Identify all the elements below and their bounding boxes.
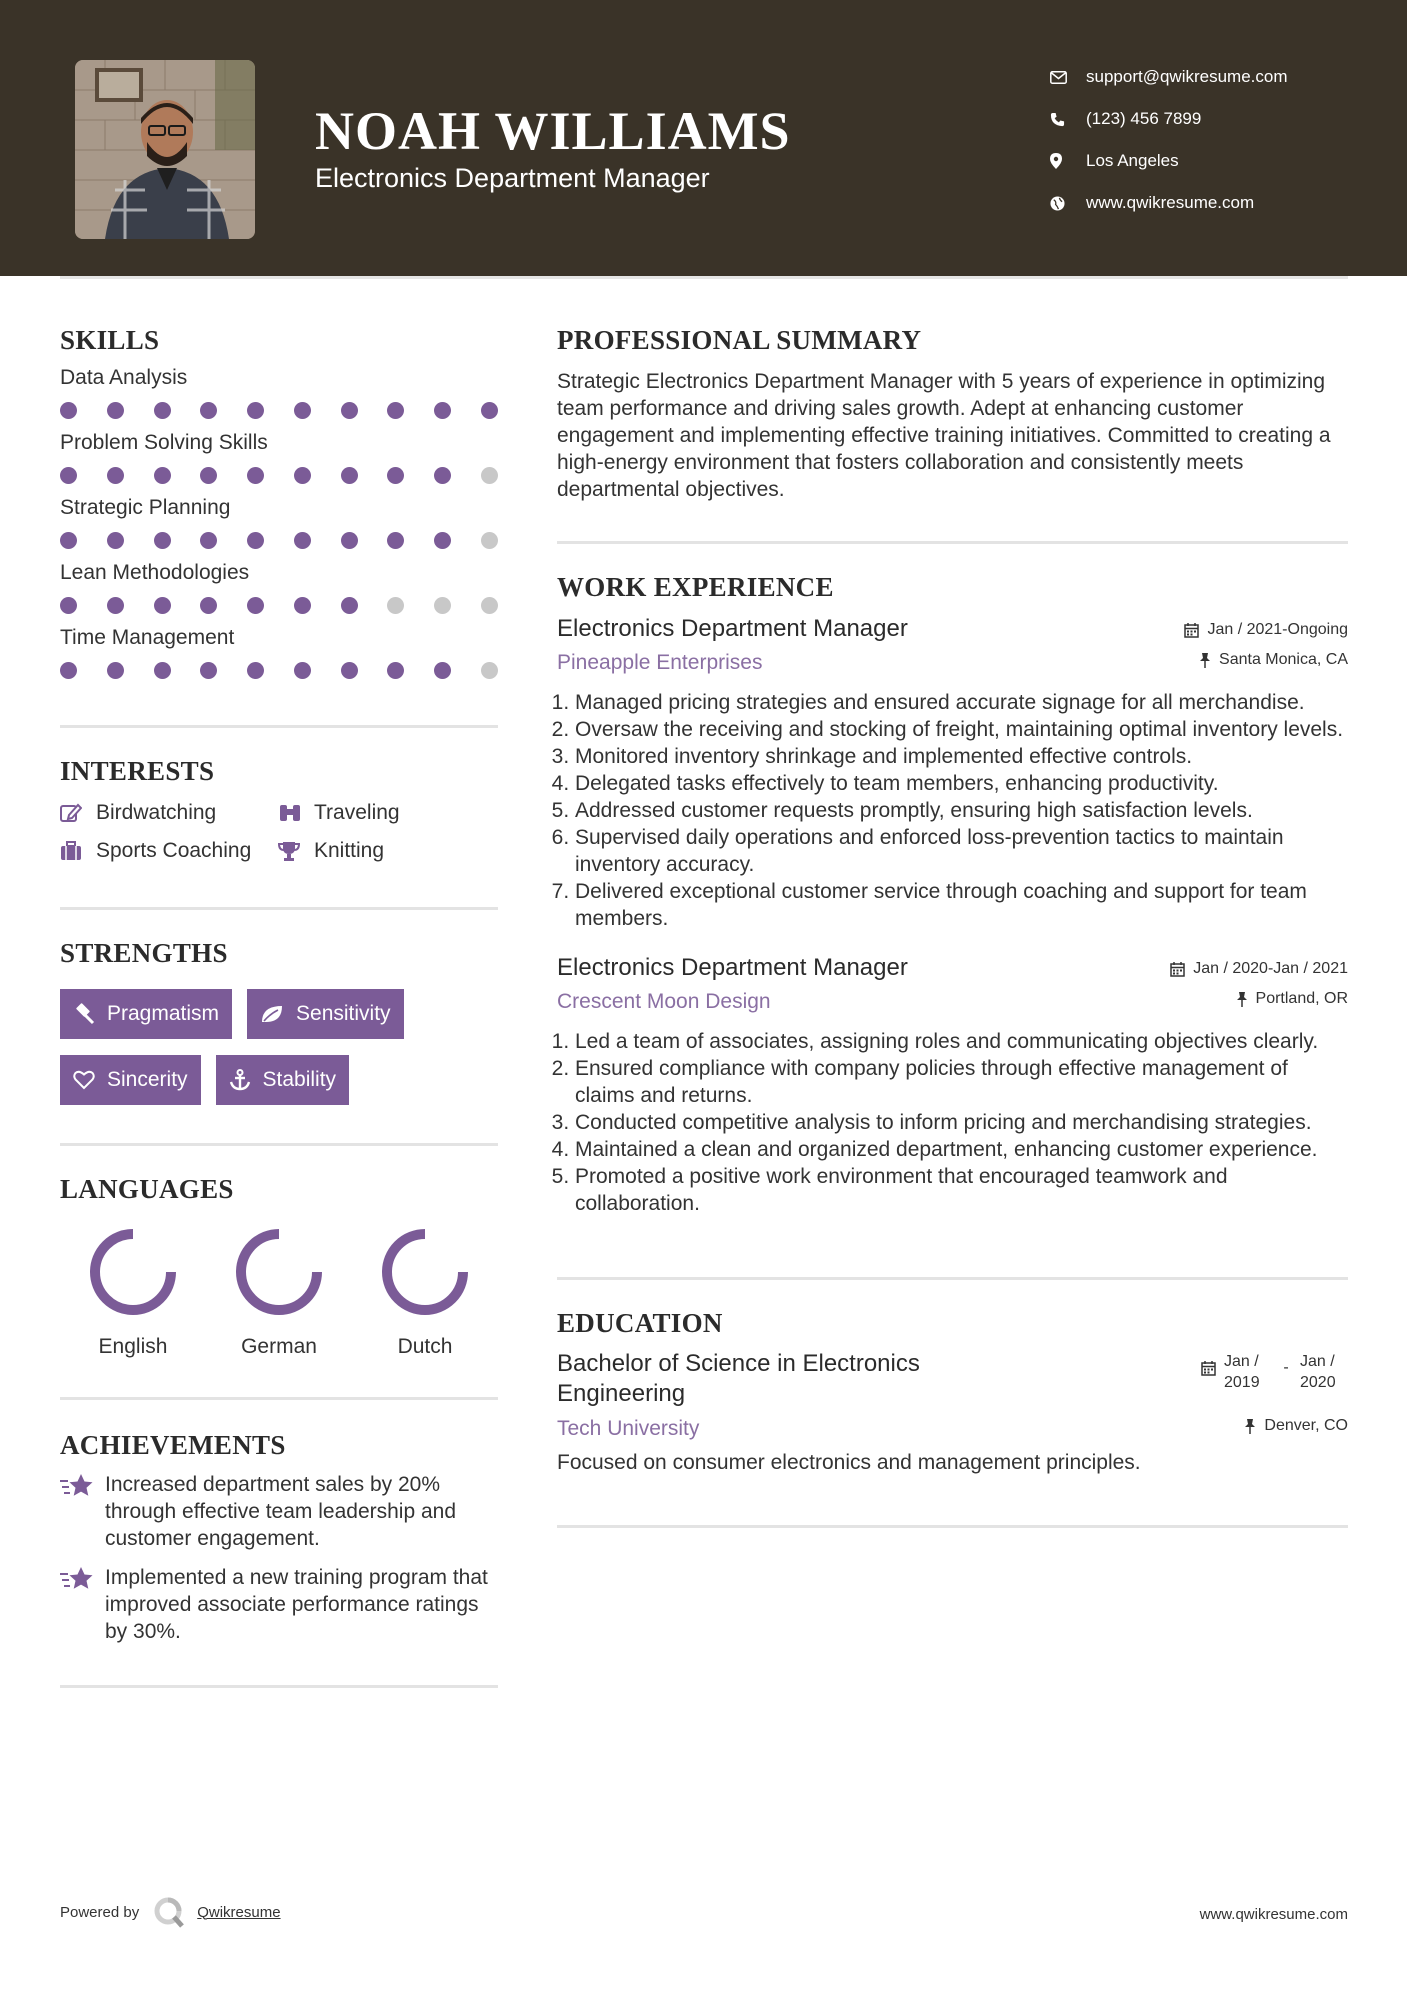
rating-dot xyxy=(60,662,77,679)
rating-dot xyxy=(200,597,217,614)
footer-website[interactable]: www.qwikresume.com xyxy=(1199,1906,1348,1923)
section-divider xyxy=(557,1525,1348,1528)
rating-dot xyxy=(60,532,77,549)
section-divider xyxy=(60,725,498,728)
rating-dot xyxy=(341,662,358,679)
strength-label: Sincerity xyxy=(107,1068,188,1091)
rating-dot xyxy=(60,402,77,419)
rating-dot xyxy=(107,597,124,614)
candidate-name: NOAH WILLIAMS xyxy=(315,101,791,161)
rating-dot xyxy=(387,402,404,419)
language-item xyxy=(206,1227,352,1359)
rating-dot xyxy=(107,467,124,484)
pushpin-icon xyxy=(1199,653,1211,668)
contact-phone-text: (123) 456 7899 xyxy=(1086,109,1202,128)
summary-section xyxy=(557,325,1348,503)
contact-website-text: www.qwikresume.com xyxy=(1086,193,1255,212)
interest-label: Birdwatching xyxy=(96,801,217,824)
section-divider xyxy=(557,1277,1348,1280)
rating-dot xyxy=(481,402,498,419)
achievement-item xyxy=(60,1471,498,1552)
strength-tag xyxy=(60,1055,201,1105)
rating-dot xyxy=(107,532,124,549)
task-item: 5. Promoted a positive work environment that encouraged teamwork and collaboration. xyxy=(575,1163,1347,1217)
job-location xyxy=(1236,990,1348,1008)
language-level-arc xyxy=(95,1234,171,1310)
contact-phone[interactable] xyxy=(1050,98,1288,140)
rating-dot xyxy=(154,467,171,484)
education-location xyxy=(1244,1417,1348,1435)
rating-dot xyxy=(154,597,171,614)
rating-dot xyxy=(60,597,77,614)
job-entry xyxy=(557,954,1348,1217)
pushpin-icon xyxy=(1244,1419,1256,1434)
qwikresume-logo-icon xyxy=(153,1896,185,1928)
summary-title: PROFESSIONAL SUMMARY xyxy=(557,325,922,355)
language-level-arc xyxy=(241,1234,317,1310)
education-title: EDUCATION xyxy=(557,1308,723,1338)
phone-icon xyxy=(1050,112,1086,127)
rating-dot xyxy=(387,532,404,549)
powered-by-text: Powered by xyxy=(60,1903,140,1921)
strength-tag xyxy=(60,989,232,1039)
language-level-ring xyxy=(234,1227,324,1317)
rating-dot xyxy=(154,662,171,679)
job-date xyxy=(1184,621,1348,639)
skills-list xyxy=(60,366,498,679)
star-icon xyxy=(60,1471,105,1552)
section-divider xyxy=(557,541,1348,544)
skills-section xyxy=(60,325,498,679)
interest-label: Knitting xyxy=(314,839,385,862)
leaf-icon xyxy=(260,1004,284,1024)
task-item: 4. Delegated tasks effectively to team members, enhancing productivity. xyxy=(575,770,1347,797)
rating-dot xyxy=(247,597,264,614)
contact-info xyxy=(1050,56,1288,224)
rating-dot xyxy=(200,467,217,484)
rating-dot xyxy=(294,597,311,614)
rating-dot xyxy=(387,597,404,614)
rating-dot xyxy=(247,532,264,549)
language-name: German xyxy=(241,1335,317,1358)
strengths-title: STRENGTHS xyxy=(60,938,228,968)
skill-name: Strategic Planning xyxy=(60,496,231,519)
interests-title: INTERESTS xyxy=(60,756,215,786)
rating-dot xyxy=(294,467,311,484)
rating-dot xyxy=(387,467,404,484)
task-item: 7. Delivered exceptional customer service through coaching and support for team members. xyxy=(575,878,1347,932)
interest-item xyxy=(60,801,278,825)
job-title: Electronics Department Manager xyxy=(557,615,908,642)
rating-dot xyxy=(200,402,217,419)
section-divider xyxy=(60,1397,498,1400)
education-date xyxy=(1201,1351,1348,1393)
strength-tag xyxy=(216,1055,350,1105)
globe-icon xyxy=(1050,196,1086,211)
languages-section xyxy=(60,1174,498,1359)
task-item: 5. Addressed customer requests promptly, ensuring high satisfaction levels. xyxy=(575,797,1347,824)
achievement-text: Implemented a new training program that improved associate performance ratings by 30%. xyxy=(105,1566,488,1643)
section-divider xyxy=(60,907,498,910)
section-divider xyxy=(60,1685,498,1688)
skill-rating xyxy=(60,662,498,679)
strength-tag xyxy=(247,989,404,1039)
rating-dot xyxy=(481,597,498,614)
calendar-icon xyxy=(1201,1361,1216,1376)
skill-name: Lean Methodologies xyxy=(60,561,250,584)
education-section xyxy=(557,1308,1348,1475)
language-level-ring xyxy=(380,1227,470,1317)
rating-dot xyxy=(341,402,358,419)
skill-rating xyxy=(60,402,498,419)
language-item xyxy=(352,1227,498,1359)
rating-dot xyxy=(154,402,171,419)
rating-dot xyxy=(200,532,217,549)
job-date-text: Jan / 2021-Ongoing xyxy=(1207,621,1348,638)
strengths-section xyxy=(60,938,498,1105)
skill-name: Time Management xyxy=(60,626,235,649)
interest-label: Traveling xyxy=(314,801,400,824)
interest-label: Sports Coaching xyxy=(96,839,252,862)
company-name: Crescent Moon Design xyxy=(557,990,771,1013)
rating-dot xyxy=(294,402,311,419)
task-item: 2. Ensured compliance with company policies through effective management of claims and returns. xyxy=(575,1055,1347,1109)
rating-dot xyxy=(341,532,358,549)
language-item xyxy=(60,1227,206,1359)
job-date-text: Jan / 2020-Jan / 2021 xyxy=(1193,960,1348,977)
footer-powered-by xyxy=(60,1896,281,1928)
rating-dot xyxy=(341,467,358,484)
rating-dot xyxy=(154,532,171,549)
rating-dot xyxy=(481,467,498,484)
school-name: Tech University xyxy=(557,1417,700,1440)
interest-item xyxy=(278,801,498,825)
interests-list xyxy=(60,801,498,863)
education-end: Jan / 2020 xyxy=(1300,1353,1336,1391)
star-icon xyxy=(60,1564,105,1645)
education-location-text: Denver, CO xyxy=(1264,1417,1348,1434)
map-pin-icon xyxy=(1050,153,1086,169)
rating-dot xyxy=(481,532,498,549)
candidate-title: Electronics Department Manager xyxy=(315,163,710,193)
envelope-icon xyxy=(1050,71,1086,84)
rating-dot xyxy=(247,662,264,679)
job-date xyxy=(1170,960,1348,978)
left-column xyxy=(60,300,498,1688)
resume-header xyxy=(0,0,1407,276)
summary-text: Strategic Electronics Department Manager with 5 years of experience in optimizing team performance and driving sales growth. Adept at enhancing customer engagement and implementing effective training initiatives. Committed to creating a high-energy environment that fosters collaboration and consistently meets departmental objectives. xyxy=(557,370,1331,501)
languages-title: LANGUAGES xyxy=(60,1174,234,1204)
task-item: 2. Oversaw the receiving and stocking of freight, maintaining optimal inventory levels. xyxy=(575,716,1347,743)
job-tasks xyxy=(557,689,1347,932)
job-entry xyxy=(557,615,1348,932)
rating-dot xyxy=(387,662,404,679)
contact-website[interactable] xyxy=(1050,182,1288,224)
task-item: 6. Supervised daily operations and enforced loss-prevention tactics to maintain inventory accuracy. xyxy=(575,824,1347,878)
rating-dot xyxy=(107,402,124,419)
skills-title: SKILLS xyxy=(60,325,160,355)
qwikresume-link[interactable]: Qwikresume xyxy=(197,1903,281,1921)
job-tasks xyxy=(557,1028,1347,1217)
skill-rating xyxy=(60,467,498,484)
task-item: 4. Maintained a clean and organized department, enhancing customer experience. xyxy=(575,1136,1347,1163)
experience-title: WORK EXPERIENCE xyxy=(557,572,834,602)
header-divider xyxy=(60,276,1348,279)
job-location xyxy=(1199,651,1348,669)
calendar-icon xyxy=(1170,962,1185,977)
rating-dot xyxy=(434,532,451,549)
contact-location xyxy=(1050,140,1288,182)
language-name: Dutch xyxy=(397,1335,453,1358)
languages-list xyxy=(60,1227,498,1359)
company-name: Pineapple Enterprises xyxy=(557,651,763,674)
rating-dot xyxy=(341,597,358,614)
education-start: Jan / 2019 xyxy=(1224,1353,1260,1391)
right-column xyxy=(557,300,1348,1528)
task-item: 1. Led a team of associates, assigning roles and communicating objectives clearly. xyxy=(575,1028,1347,1055)
interests-section xyxy=(60,756,498,863)
rating-dot xyxy=(107,662,124,679)
contact-email-text: support@qwikresume.com xyxy=(1086,67,1288,86)
anchor-icon xyxy=(229,1069,251,1091)
rating-dot xyxy=(200,662,217,679)
contact-email[interactable] xyxy=(1050,56,1288,98)
achievement-item xyxy=(60,1564,498,1645)
rating-dot xyxy=(247,402,264,419)
language-name: English xyxy=(98,1335,168,1358)
skill-name: Problem Solving Skills xyxy=(60,431,268,454)
language-level-ring xyxy=(88,1227,178,1317)
achievements-title: ACHIEVEMENTS xyxy=(60,1430,286,1460)
heart-icon xyxy=(73,1070,95,1090)
language-level-arc xyxy=(387,1234,463,1310)
rating-dot xyxy=(434,402,451,419)
calendar-icon xyxy=(1184,623,1199,638)
skill-rating xyxy=(60,532,498,549)
strength-label: Pragmatism xyxy=(107,1002,220,1025)
pushpin-icon xyxy=(1236,992,1248,1007)
achievements-section xyxy=(60,1430,498,1645)
interest-item xyxy=(60,839,278,863)
rating-dot xyxy=(434,597,451,614)
trophy-icon xyxy=(278,841,314,861)
skill-rating xyxy=(60,597,498,614)
suitcase-icon xyxy=(60,841,96,861)
degree-title: Bachelor of Science in Electronics Engineering xyxy=(557,1350,920,1407)
strength-label: Stability xyxy=(262,1068,337,1091)
rating-dot xyxy=(247,467,264,484)
binoculars-icon xyxy=(278,803,314,823)
rating-dot xyxy=(481,662,498,679)
task-item: 1. Managed pricing strategies and ensured accurate signage for all merchandise. xyxy=(575,689,1347,716)
rating-dot xyxy=(434,662,451,679)
gavel-icon xyxy=(73,1003,95,1025)
job-location-text: Santa Monica, CA xyxy=(1219,651,1348,668)
interest-item xyxy=(278,839,498,863)
strength-label: Sensitivity xyxy=(296,1002,391,1025)
rating-dot xyxy=(294,662,311,679)
rating-dot xyxy=(434,467,451,484)
contact-location-text: Los Angeles xyxy=(1086,151,1179,170)
profile-photo xyxy=(75,60,255,239)
strengths-list xyxy=(60,989,498,1105)
rating-dot xyxy=(60,467,77,484)
task-item: 3. Conducted competitive analysis to inform pricing and merchandising strategies. xyxy=(575,1109,1347,1136)
section-divider xyxy=(60,1143,498,1146)
education-description: Focused on consumer electronics and management principles. xyxy=(557,1451,1141,1474)
experience-section xyxy=(557,572,1348,1217)
achievement-text: Increased department sales by 20% through effective team leadership and customer engagement. xyxy=(105,1473,457,1550)
date-separator: - xyxy=(1283,1359,1289,1376)
job-title: Electronics Department Manager xyxy=(557,954,908,981)
skill-name: Data Analysis xyxy=(60,366,188,389)
job-location-text: Portland, OR xyxy=(1255,990,1348,1007)
task-item: 3. Monitored inventory shrinkage and implemented effective controls. xyxy=(575,743,1347,770)
rating-dot xyxy=(294,532,311,549)
pencil-square-icon xyxy=(60,803,96,823)
